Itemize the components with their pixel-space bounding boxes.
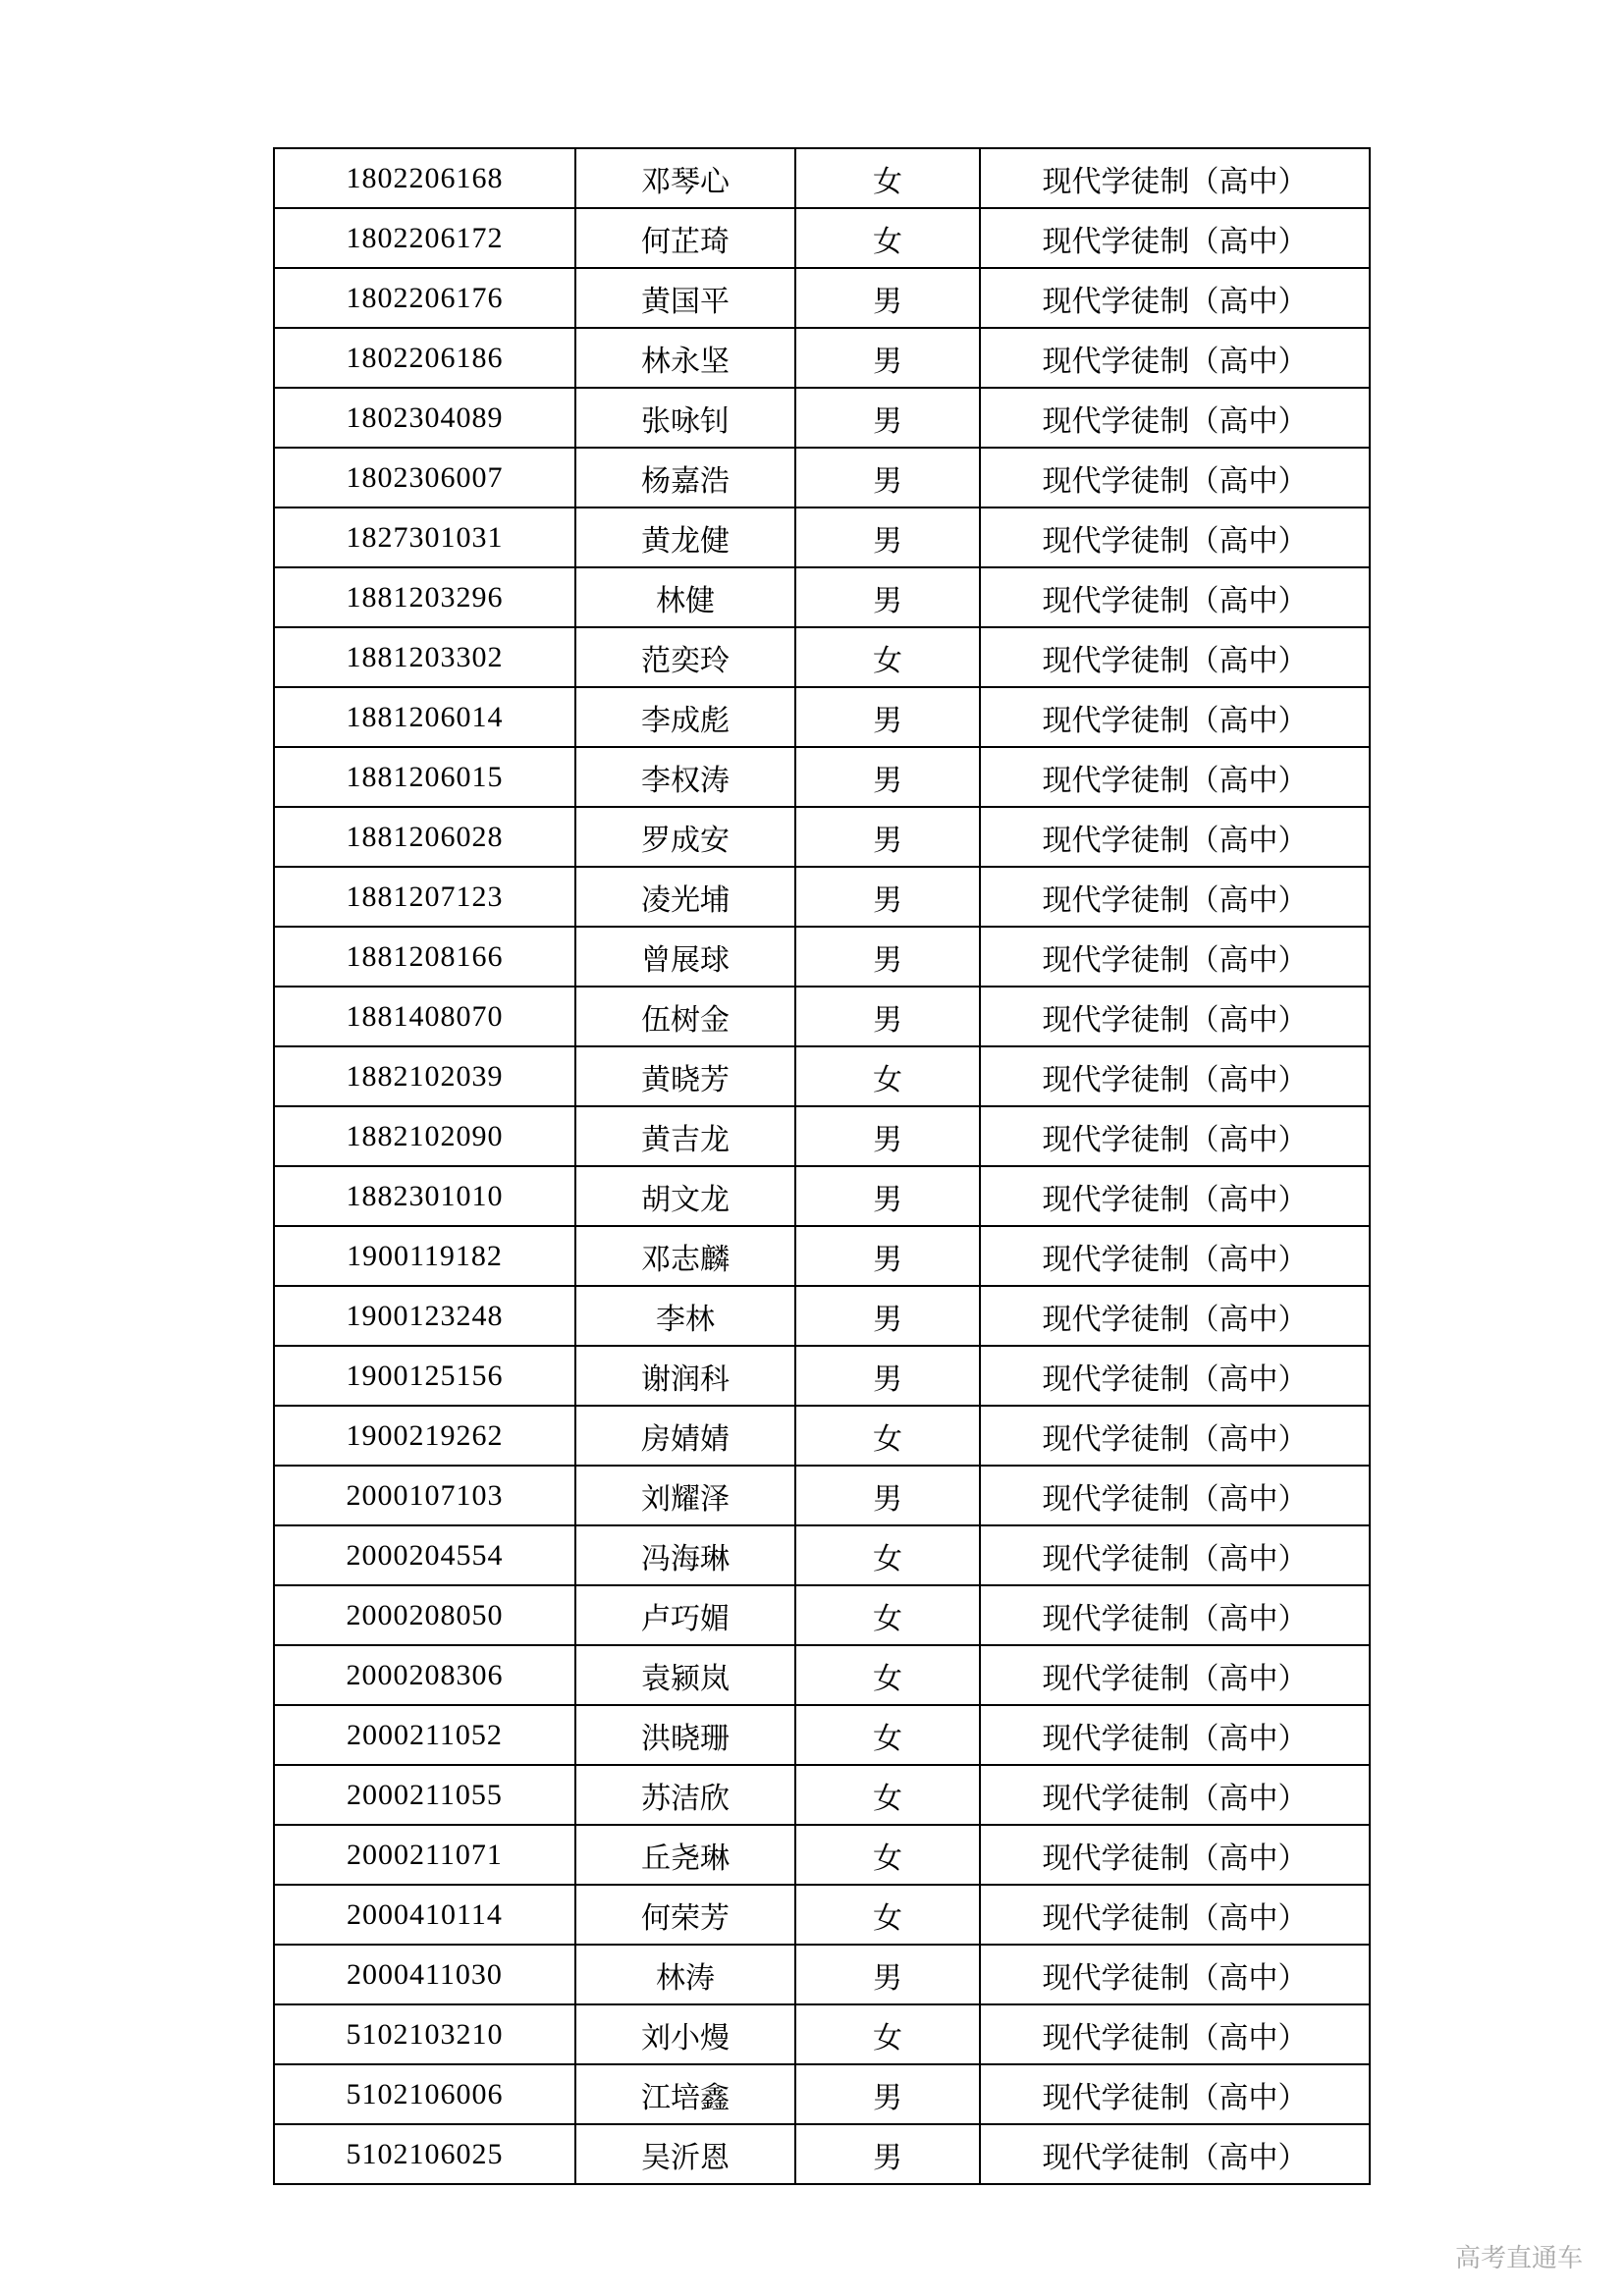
student-name-cell: 林涛: [575, 1945, 795, 2004]
student-name-cell: 刘耀泽: [575, 1466, 795, 1525]
gender-cell: 男: [795, 1166, 980, 1226]
program-cell: 现代学徒制（高中）: [980, 148, 1370, 208]
table-row: [274, 1585, 1370, 1645]
gender-cell: 男: [795, 1466, 980, 1525]
program-cell: 现代学徒制（高中）: [980, 1406, 1370, 1466]
student-id-cell: 1900123248: [274, 1286, 575, 1346]
program-cell: 现代学徒制（高中）: [980, 1286, 1370, 1346]
program-cell: 现代学徒制（高中）: [980, 388, 1370, 448]
student-id-cell: 5102106006: [274, 2064, 575, 2124]
program-cell: 现代学徒制（高中）: [980, 1525, 1370, 1585]
student-name-cell: 邓志麟: [575, 1226, 795, 1286]
student-name-cell: 李权涛: [575, 747, 795, 807]
program-cell: 现代学徒制（高中）: [980, 1046, 1370, 1106]
gender-cell: 男: [795, 388, 980, 448]
gender-cell: 男: [795, 1106, 980, 1166]
gender-cell: 女: [795, 1585, 980, 1645]
student-name-cell: 张咏钊: [575, 388, 795, 448]
program-cell: 现代学徒制（高中）: [980, 268, 1370, 328]
table-row: [274, 1765, 1370, 1825]
student-name-cell: 黄晓芳: [575, 1046, 795, 1106]
table-row: [274, 807, 1370, 867]
program-cell: 现代学徒制（高中）: [980, 2064, 1370, 2124]
program-cell: 现代学徒制（高中）: [980, 1825, 1370, 1885]
table-row: [274, 1645, 1370, 1705]
gender-cell: 男: [795, 2064, 980, 2124]
student-name-cell: 罗成安: [575, 807, 795, 867]
program-cell: 现代学徒制（高中）: [980, 2004, 1370, 2064]
student-id-cell: 1882102090: [274, 1106, 575, 1166]
program-cell: 现代学徒制（高中）: [980, 807, 1370, 867]
student-name-cell: 杨嘉浩: [575, 448, 795, 507]
student-id-cell: 1881207123: [274, 867, 575, 927]
gender-cell: 女: [795, 1645, 980, 1705]
table-row: [274, 388, 1370, 448]
gender-cell: 女: [795, 1406, 980, 1466]
table-row: [274, 567, 1370, 627]
program-cell: 现代学徒制（高中）: [980, 1705, 1370, 1765]
gender-cell: 男: [795, 747, 980, 807]
watermark: 高考直通车: [1454, 2244, 1583, 2272]
student-id-cell: 5102106025: [274, 2124, 575, 2184]
student-name-cell: 丘尧琳: [575, 1825, 795, 1885]
student-id-cell: 1900219262: [274, 1406, 575, 1466]
program-cell: 现代学徒制（高中）: [980, 747, 1370, 807]
student-name-cell: 李林: [575, 1286, 795, 1346]
student-id-cell: 1882301010: [274, 1166, 575, 1226]
table-row: [274, 268, 1370, 328]
table-row: [274, 1885, 1370, 1945]
program-cell: 现代学徒制（高中）: [980, 1346, 1370, 1406]
table-row: [274, 747, 1370, 807]
student-id-cell: 1881206014: [274, 687, 575, 747]
student-name-cell: 何芷琦: [575, 208, 795, 268]
program-cell: 现代学徒制（高中）: [980, 687, 1370, 747]
program-cell: 现代学徒制（高中）: [980, 1226, 1370, 1286]
program-cell: 现代学徒制（高中）: [980, 1106, 1370, 1166]
student-name-cell: 吴沂恩: [575, 2124, 795, 2184]
table-row: [274, 328, 1370, 388]
gender-cell: 男: [795, 507, 980, 567]
student-name-cell: 卢巧媚: [575, 1585, 795, 1645]
program-cell: 现代学徒制（高中）: [980, 1885, 1370, 1945]
student-name-cell: 李成彪: [575, 687, 795, 747]
student-name-cell: 黄吉龙: [575, 1106, 795, 1166]
student-id-cell: 2000411030: [274, 1945, 575, 2004]
student-table: [273, 147, 1371, 2185]
program-cell: 现代学徒制（高中）: [980, 1166, 1370, 1226]
student-id-cell: 2000208050: [274, 1585, 575, 1645]
table-row: [274, 867, 1370, 927]
table-row: [274, 1466, 1370, 1525]
student-id-cell: 2000107103: [274, 1466, 575, 1525]
table-row: [274, 687, 1370, 747]
student-name-cell: 范奕玲: [575, 627, 795, 687]
student-name-cell: 胡文龙: [575, 1166, 795, 1226]
student-name-cell: 伍树金: [575, 987, 795, 1046]
student-id-cell: 1802304089: [274, 388, 575, 448]
table-row: [274, 148, 1370, 208]
student-id-cell: 1881203302: [274, 627, 575, 687]
student-name-cell: 袁颍岚: [575, 1645, 795, 1705]
table-row: [274, 1106, 1370, 1166]
gender-cell: 女: [795, 1825, 980, 1885]
student-id-cell: 1802306007: [274, 448, 575, 507]
student-id-cell: 1881203296: [274, 567, 575, 627]
student-id-cell: 1900125156: [274, 1346, 575, 1406]
table-row: [274, 1286, 1370, 1346]
program-cell: 现代学徒制（高中）: [980, 1585, 1370, 1645]
gender-cell: 男: [795, 1945, 980, 2004]
student-name-cell: 江培鑫: [575, 2064, 795, 2124]
student-id-cell: 1881208166: [274, 927, 575, 987]
student-id-cell: 1827301031: [274, 507, 575, 567]
gender-cell: 男: [795, 1346, 980, 1406]
student-id-cell: 2000211052: [274, 1705, 575, 1765]
table-row: [274, 1945, 1370, 2004]
student-id-cell: 2000204554: [274, 1525, 575, 1585]
gender-cell: 女: [795, 1046, 980, 1106]
gender-cell: 男: [795, 1226, 980, 1286]
table-row: [274, 507, 1370, 567]
student-id-cell: 1802206176: [274, 268, 575, 328]
program-cell: 现代学徒制（高中）: [980, 208, 1370, 268]
gender-cell: 男: [795, 2124, 980, 2184]
table-row: [274, 1166, 1370, 1226]
table-row: [274, 448, 1370, 507]
gender-cell: 女: [795, 1705, 980, 1765]
gender-cell: 女: [795, 1885, 980, 1945]
program-cell: 现代学徒制（高中）: [980, 507, 1370, 567]
program-cell: 现代学徒制（高中）: [980, 328, 1370, 388]
gender-cell: 女: [795, 1525, 980, 1585]
gender-cell: 女: [795, 2004, 980, 2064]
student-name-cell: 黄国平: [575, 268, 795, 328]
student-table-body: [274, 148, 1370, 2184]
student-id-cell: 1881206015: [274, 747, 575, 807]
student-name-cell: 林永坚: [575, 328, 795, 388]
student-id-cell: 2000211071: [274, 1825, 575, 1885]
gender-cell: 男: [795, 807, 980, 867]
student-id-cell: 1802206172: [274, 208, 575, 268]
student-id-cell: 1802206186: [274, 328, 575, 388]
program-cell: 现代学徒制（高中）: [980, 1765, 1370, 1825]
student-id-cell: 5102103210: [274, 2004, 575, 2064]
gender-cell: 男: [795, 927, 980, 987]
program-cell: 现代学徒制（高中）: [980, 1945, 1370, 2004]
student-id-cell: 2000211055: [274, 1765, 575, 1825]
gender-cell: 女: [795, 627, 980, 687]
gender-cell: 女: [795, 148, 980, 208]
program-cell: 现代学徒制（高中）: [980, 1466, 1370, 1525]
table-row: [274, 1406, 1370, 1466]
table-row: [274, 208, 1370, 268]
table-row: [274, 2124, 1370, 2184]
table-row: [274, 1705, 1370, 1765]
table-row: [274, 987, 1370, 1046]
table-row: [274, 927, 1370, 987]
gender-cell: 男: [795, 328, 980, 388]
student-id-cell: 1881206028: [274, 807, 575, 867]
student-name-cell: 冯海琳: [575, 1525, 795, 1585]
program-cell: 现代学徒制（高中）: [980, 448, 1370, 507]
gender-cell: 男: [795, 448, 980, 507]
table-row: [274, 1046, 1370, 1106]
table-row: [274, 1525, 1370, 1585]
student-name-cell: 黄龙健: [575, 507, 795, 567]
program-cell: 现代学徒制（高中）: [980, 567, 1370, 627]
student-id-cell: 2000208306: [274, 1645, 575, 1705]
gender-cell: 男: [795, 567, 980, 627]
student-name-cell: 林健: [575, 567, 795, 627]
table-row: [274, 2064, 1370, 2124]
gender-cell: 女: [795, 208, 980, 268]
table-row: [274, 1226, 1370, 1286]
student-id-cell: 1900119182: [274, 1226, 575, 1286]
student-name-cell: 刘小熳: [575, 2004, 795, 2064]
student-name-cell: 何荣芳: [575, 1885, 795, 1945]
table-row: [274, 627, 1370, 687]
student-name-cell: 邓琴心: [575, 148, 795, 208]
student-name-cell: 曾展球: [575, 927, 795, 987]
table-row: [274, 1346, 1370, 1406]
gender-cell: 女: [795, 1765, 980, 1825]
program-cell: 现代学徒制（高中）: [980, 927, 1370, 987]
student-name-cell: 凌光埔: [575, 867, 795, 927]
student-name-cell: 房婧婧: [575, 1406, 795, 1466]
student-id-cell: 1881408070: [274, 987, 575, 1046]
table-row: [274, 1825, 1370, 1885]
student-name-cell: 谢润科: [575, 1346, 795, 1406]
table-row: [274, 2004, 1370, 2064]
gender-cell: 男: [795, 987, 980, 1046]
program-cell: 现代学徒制（高中）: [980, 867, 1370, 927]
gender-cell: 男: [795, 867, 980, 927]
student-id-cell: 1882102039: [274, 1046, 575, 1106]
program-cell: 现代学徒制（高中）: [980, 627, 1370, 687]
student-name-cell: 苏洁欣: [575, 1765, 795, 1825]
student-id-cell: 1802206168: [274, 148, 575, 208]
program-cell: 现代学徒制（高中）: [980, 2124, 1370, 2184]
gender-cell: 男: [795, 687, 980, 747]
gender-cell: 男: [795, 268, 980, 328]
program-cell: 现代学徒制（高中）: [980, 987, 1370, 1046]
program-cell: 现代学徒制（高中）: [980, 1645, 1370, 1705]
student-id-cell: 2000410114: [274, 1885, 575, 1945]
student-name-cell: 洪晓珊: [575, 1705, 795, 1765]
gender-cell: 男: [795, 1286, 980, 1346]
